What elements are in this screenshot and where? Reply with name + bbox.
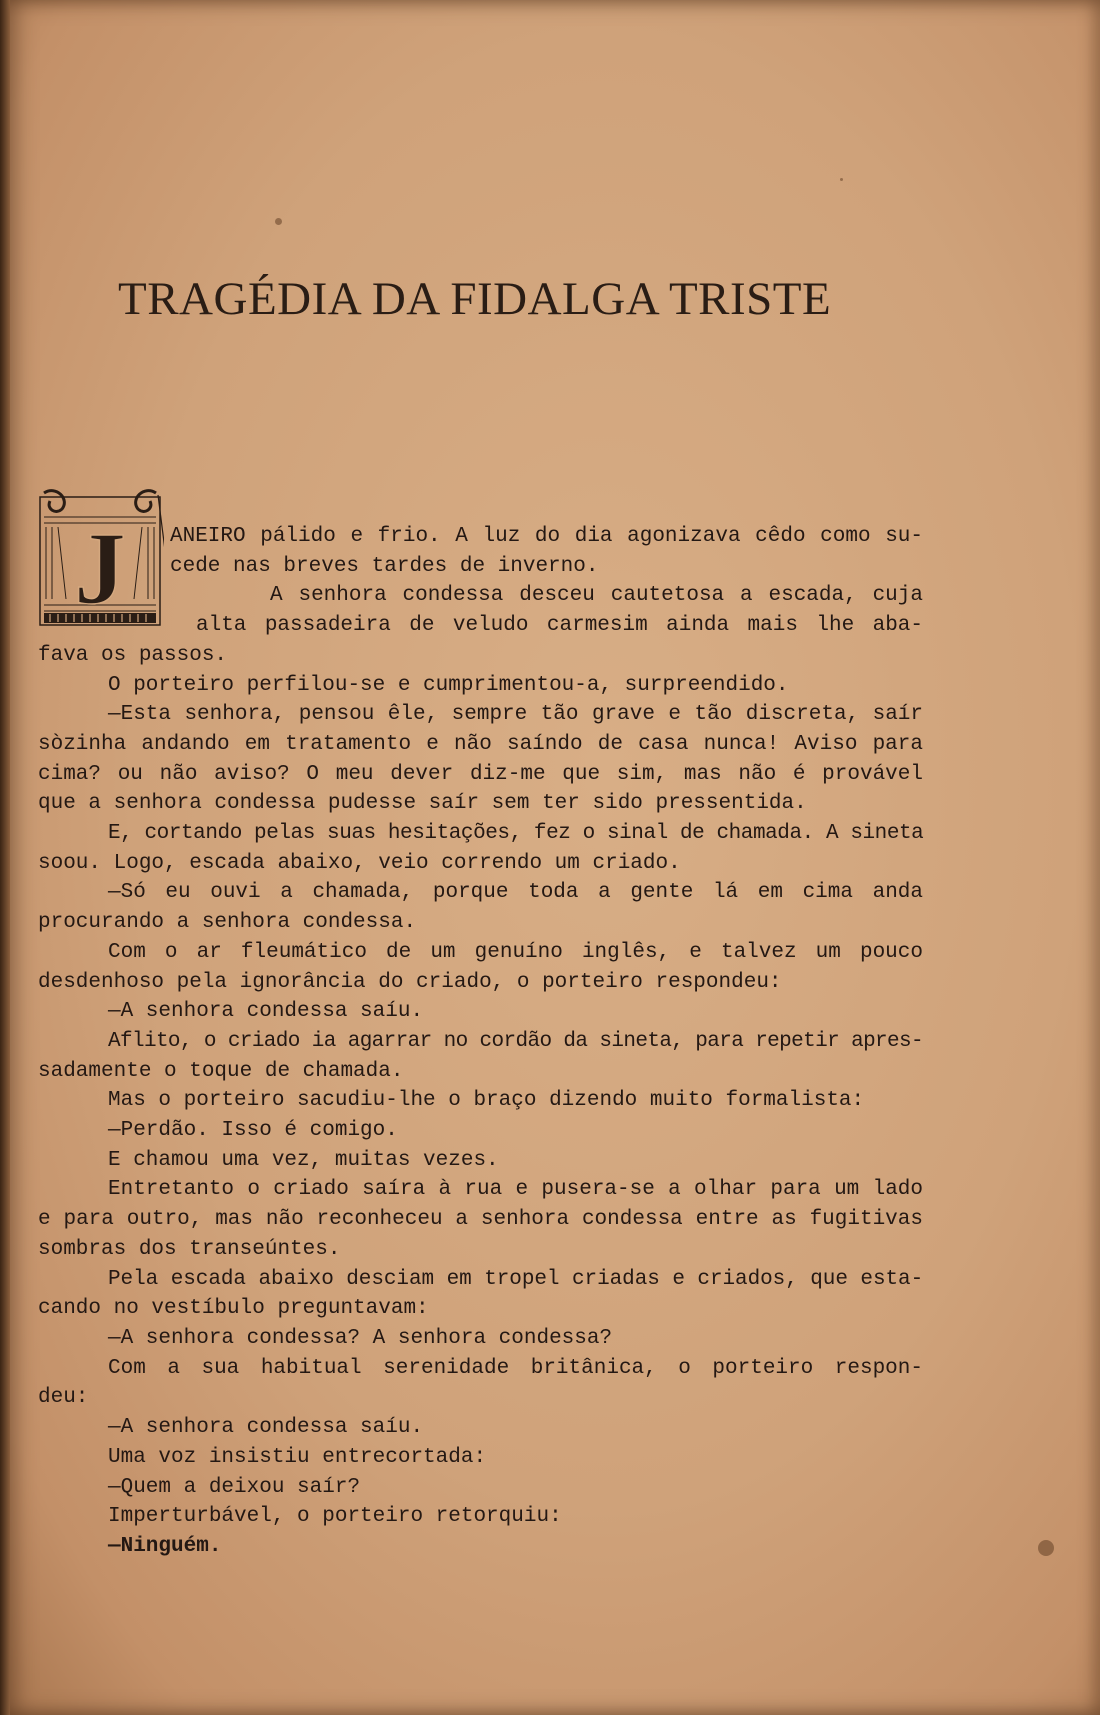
- text-line: E, cortando pelas suas hesitações, fez o sinal de chamada. A sineta: [108, 822, 924, 846]
- text-line: —Perdão. Isso é comigo.: [108, 1119, 398, 1143]
- text-line: —Ninguém.: [108, 1534, 222, 1558]
- text-line: A senhora condessa desceu cautetosa a escada, cuja: [270, 584, 923, 608]
- text-line: ANEIRO pálido e frio. A luz do dia agonizava cêdo como su-: [170, 525, 923, 548]
- text-line: Pela escada abaixo desciam em tropel criadas e criados, que esta-: [108, 1267, 924, 1291]
- body-text: [38, 522, 923, 1562]
- paper-stain: [840, 178, 843, 181]
- text-line: O porteiro perfilou-se e cumprimentou-a, surpreendido.: [108, 673, 789, 697]
- text-line: sombras dos transeúntes.: [38, 1237, 341, 1261]
- text-line: soou. Logo, escada abaixo, veio correndo um criado.: [38, 851, 681, 875]
- text-line: —A senhora condessa? A senhora condessa?: [108, 1326, 613, 1350]
- text-line: E chamou uma vez, muitas vezes.: [108, 1148, 499, 1172]
- text-line: Com a sua habitual serenidade britânica, o porteiro respon-: [108, 1356, 923, 1380]
- chapter-title: TRAGÉDIA DA FIDALGA TRISTE: [118, 273, 832, 325]
- svg-text:J: J: [74, 511, 126, 626]
- text-line: alta passadeira de veludo carmesim ainda mais lhe aba-: [196, 614, 923, 638]
- text-line: —Só eu ouvi a chamada, porque toda a gente lá em cima anda: [108, 881, 923, 905]
- text-line: deu:: [38, 1386, 89, 1410]
- text-line: fava os passos.: [38, 643, 228, 667]
- paper-stain: [275, 218, 282, 225]
- text-line: sòzinha andando em tratamento e não saíndo de casa nunca! Aviso para: [38, 732, 923, 756]
- text-line: —Esta senhora, pensou êle, sempre tão grave e tão discreta, saír: [108, 703, 923, 727]
- text-line: —A senhora condessa saíu.: [108, 1000, 424, 1024]
- text-line: cima? ou não aviso? O meu dever diz-me que sim, mas não é provável: [38, 762, 923, 786]
- text-line: Mas o porteiro sacudiu-lhe o braço dizendo muito formalista:: [108, 1089, 865, 1113]
- text-line: Uma voz insistiu entrecortada:: [108, 1445, 487, 1469]
- text-line: que a senhora condessa pudesse saír sem ter sido pressentida.: [38, 792, 807, 816]
- text-line: cede nas breves tardes de inverno.: [170, 554, 599, 578]
- text-line: —A senhora condessa saíu.: [108, 1416, 424, 1440]
- text-line: cando no vestíbulo preguntavam:: [38, 1297, 429, 1321]
- text-line: Entretanto o criado saíra à rua e pusera-se a olhar para um lado: [108, 1178, 923, 1202]
- text-line: e para outro, mas não reconheceu a senhora condessa entre as fugitivas: [38, 1208, 923, 1232]
- paper-stain: [1038, 1540, 1054, 1556]
- text-line: sadamente o toque de chamada.: [38, 1059, 404, 1083]
- text-line: Imperturbável, o porteiro retorquiu:: [108, 1505, 562, 1529]
- text-line: —Quem a deixou saír?: [108, 1475, 361, 1499]
- page-binding-edge: [0, 0, 10, 1715]
- text-line: procurando a senhora condessa.: [38, 911, 417, 935]
- text-line: desdenhoso pela ignorância do criado, o porteiro respondeu:: [38, 970, 782, 994]
- text-line: Com o ar fleumático de um genuíno inglês, e talvez um pouco: [108, 940, 923, 964]
- text-line: Aflito, o criado ia agarrar no cordão da sineta, para repetir apres-: [108, 1029, 923, 1053]
